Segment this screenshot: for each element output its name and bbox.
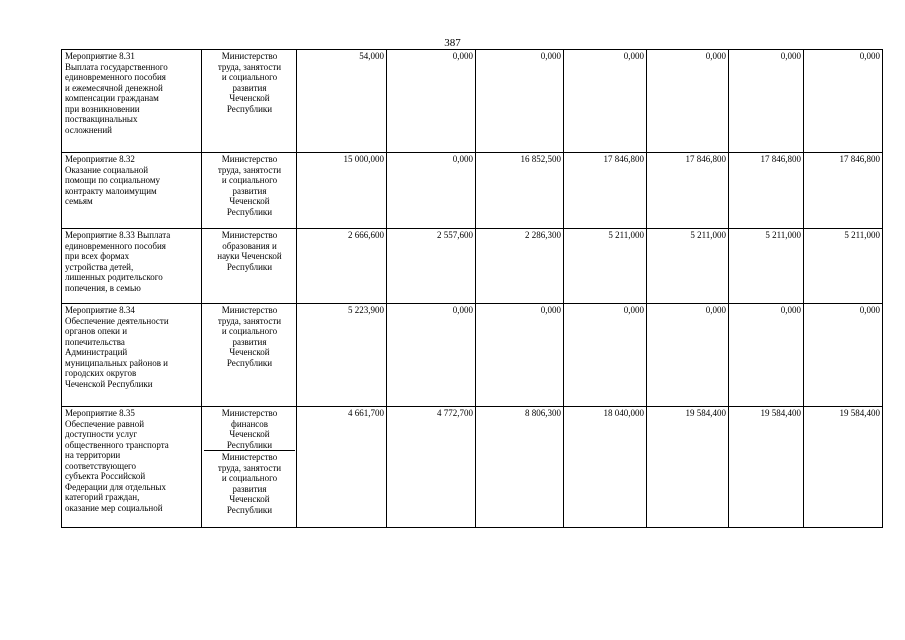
- funding-value: 0,000: [780, 305, 801, 315]
- funding-value-cell: [729, 153, 804, 229]
- funding-value: 4 661,700: [348, 408, 384, 418]
- measure-description: Мероприятие 8.31 Выплата государственного единовременного пособия и ежемесячной денежной компенсации гражданам при возникновении поствакцинальных осложнений: [65, 51, 168, 135]
- funding-value-cell: [297, 50, 387, 153]
- funding-value: 5 211,000: [608, 230, 644, 240]
- funding-value-cell: [387, 304, 476, 407]
- funding-value-cell: [804, 407, 883, 528]
- funding-value: 17 846,800: [760, 154, 801, 164]
- funding-value-cell: [647, 304, 729, 407]
- funding-value-cell: [564, 50, 647, 153]
- funding-value: 15 000,000: [343, 154, 384, 164]
- funding-value-cell: [476, 153, 564, 229]
- table-row: [62, 304, 883, 407]
- funding-value-cell: [647, 50, 729, 153]
- funding-value-cell: [647, 407, 729, 528]
- funding-value: 2 557,600: [437, 230, 473, 240]
- funding-value-cell: [387, 50, 476, 153]
- measure-description-cell: [62, 153, 202, 229]
- funding-value-cell: [387, 229, 476, 304]
- funding-value-cell: [647, 153, 729, 229]
- measure-description-cell: [62, 50, 202, 153]
- measure-description-cell: [62, 229, 202, 304]
- funding-value-cell: [729, 304, 804, 407]
- funding-value-cell: [729, 229, 804, 304]
- responsible-executor: Министерство труда, занятости и социального развития Чеченской Республики: [217, 305, 282, 368]
- funding-value: 5 211,000: [844, 230, 880, 240]
- funding-value-cell: [297, 304, 387, 407]
- funding-value-cell: [297, 153, 387, 229]
- funding-value-cell: [476, 50, 564, 153]
- funding-value-cell: [804, 153, 883, 229]
- responsible-executor: Министерство образования и науки Чеченской Республики: [217, 230, 282, 272]
- responsible-executor-cell: [202, 407, 297, 528]
- funding-value-cell: [387, 407, 476, 528]
- responsible-executor-cell: [202, 229, 297, 304]
- funding-value-cell: [476, 407, 564, 528]
- table-row: [62, 229, 883, 304]
- funding-value: 19 584,400: [839, 408, 880, 418]
- measure-description-cell: [62, 407, 202, 528]
- responsible-executor: Министерство труда, занятости и социального развития Чеченской Республики: [217, 154, 282, 217]
- funding-value: 0,000: [859, 51, 880, 61]
- measure-description: Мероприятие 8.32 Оказание социальной помощи по социальному контракту малоимущим семьям: [65, 154, 161, 206]
- measure-description: Мероприятие 8.34 Обеспечение деятельности органов опеки и попечительства Администраций муниципальных районов и городских округов Чеченской Республики: [65, 305, 169, 389]
- funding-value-cell: [387, 153, 476, 229]
- funding-value: 0,000: [540, 305, 561, 315]
- responsible-executor-cell: [202, 304, 297, 407]
- page-number: 387: [444, 37, 461, 49]
- funding-value-cell: [729, 50, 804, 153]
- funding-value: 16 852,500: [520, 154, 561, 164]
- funding-value: 17 846,800: [603, 154, 644, 164]
- responsible-executor-cell: [202, 50, 297, 153]
- table-row: [62, 407, 883, 528]
- funding-value: 18 040,000: [603, 408, 644, 418]
- responsible-executor: Министерство труда, занятости и социального развития Чеченской Республики: [204, 450, 295, 515]
- responsible-executor-cell: [202, 153, 297, 229]
- funding-value-cell: [476, 304, 564, 407]
- funding-value: 0,000: [452, 305, 473, 315]
- table-row: [62, 50, 883, 153]
- funding-value: 5 211,000: [765, 230, 801, 240]
- funding-value: 0,000: [540, 51, 561, 61]
- funding-value-cell: [804, 50, 883, 153]
- funding-value: 0,000: [452, 51, 473, 61]
- measure-description: Мероприятие 8.35 Обеспечение равной доступности услуг общественного транспорта на территории соответствующего субъекта Российской Федерации для отдельных категорий граждан, оказание мер социальной: [65, 408, 169, 513]
- funding-value: 0,000: [705, 51, 726, 61]
- funding-value-cell: [564, 304, 647, 407]
- funding-value: 54,000: [359, 51, 384, 61]
- funding-value: 0,000: [452, 154, 473, 164]
- funding-value-cell: [476, 229, 564, 304]
- funding-value-cell: [804, 304, 883, 407]
- responsible-executor: Министерство финансов Чеченской Республики: [221, 408, 278, 450]
- funding-value: 2 666,600: [348, 230, 384, 240]
- funding-value-cell: [297, 229, 387, 304]
- funding-value: 5 211,000: [690, 230, 726, 240]
- funding-value: 0,000: [623, 305, 644, 315]
- funding-value: 4 772,700: [437, 408, 473, 418]
- funding-value: 17 846,800: [685, 154, 726, 164]
- table-row: [62, 153, 883, 229]
- measures-table: [61, 49, 883, 528]
- funding-value: 0,000: [705, 305, 726, 315]
- funding-value: 17 846,800: [839, 154, 880, 164]
- funding-value: 8 806,300: [525, 408, 561, 418]
- funding-value: 0,000: [780, 51, 801, 61]
- funding-value: 0,000: [859, 305, 880, 315]
- funding-value-cell: [564, 153, 647, 229]
- funding-value: 5 223,900: [348, 305, 384, 315]
- funding-value-cell: [297, 407, 387, 528]
- measure-description-cell: [62, 304, 202, 407]
- funding-value: 0,000: [623, 51, 644, 61]
- measure-description: Мероприятие 8.33 Выплата единовременного пособия при всех формах устройства детей, лишенных родительского попечения, в семью: [65, 230, 171, 293]
- funding-value-cell: [564, 229, 647, 304]
- responsible-executor: Министерство труда, занятости и социального развития Чеченской Республики: [217, 51, 282, 114]
- funding-value-cell: [804, 229, 883, 304]
- funding-value: 19 584,400: [685, 408, 726, 418]
- funding-value-cell: [647, 229, 729, 304]
- funding-value-cell: [729, 407, 804, 528]
- funding-value: 19 584,400: [760, 408, 801, 418]
- funding-value-cell: [564, 407, 647, 528]
- funding-value: 2 286,300: [525, 230, 561, 240]
